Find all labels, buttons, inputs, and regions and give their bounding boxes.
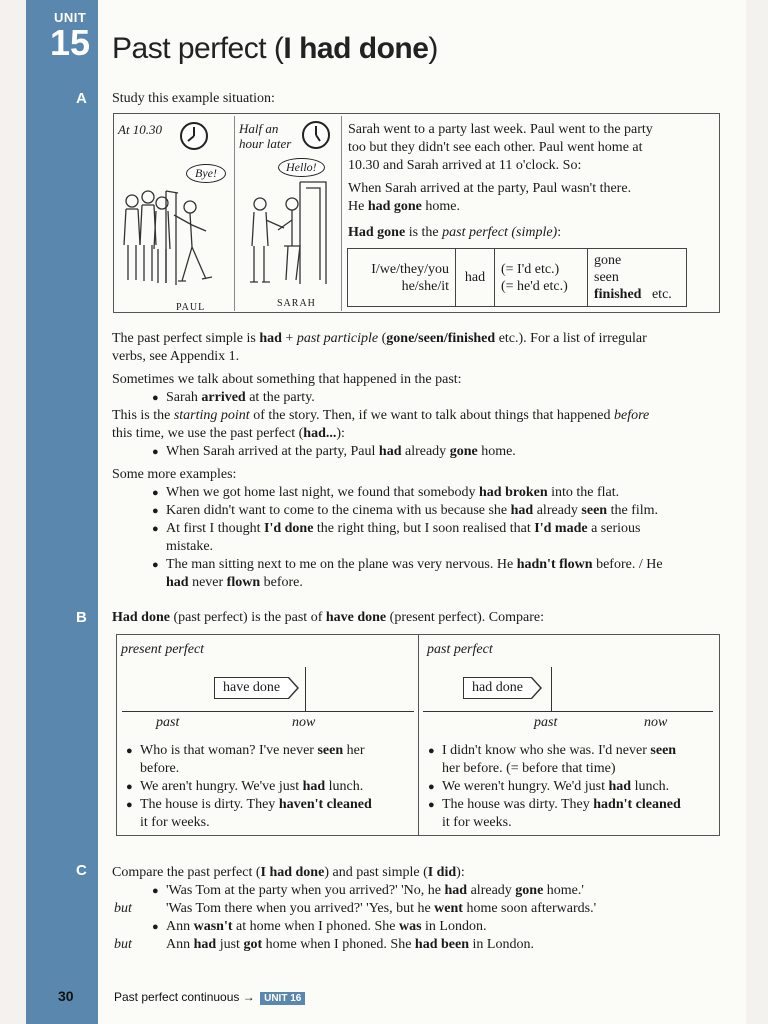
contraction-cell: (= I'd etc.) (= he'd etc.) (495, 249, 588, 307)
had-gone-definition: Had gone is the past perfect (simple): (348, 225, 562, 240)
unit-16-badge: UNIT 16 (260, 992, 305, 1005)
past-label-left: past (156, 715, 180, 730)
party-people-illustration (118, 185, 230, 297)
present-perfect-heading: present perfect (121, 642, 205, 657)
unit-sidebar (26, 0, 98, 1024)
have-done-arrow: have done (214, 677, 289, 699)
had-cell: had (456, 249, 495, 307)
past-perfect-table (347, 248, 687, 307)
story-line-2: too but they didn't see each other. Paul went home at (348, 140, 643, 155)
unit-label: UNIT (54, 10, 87, 25)
section-letter-b: B (76, 609, 87, 626)
clock-icon (178, 120, 210, 152)
subject-cell: I/we/they/you he/she/it (348, 249, 456, 307)
timeline-right (423, 711, 713, 712)
more-examples-heading: Some more examples: (112, 467, 237, 482)
now-marker-left (305, 667, 306, 711)
sarah-arrives-illustration (240, 180, 338, 295)
speech-bubble-hello: Hello! (278, 158, 325, 177)
sarah-label: SARAH (277, 298, 316, 309)
present-perfect-example-2: ● We aren't hungry. We've just had lunch. (140, 778, 363, 796)
now-label-right: now (644, 715, 668, 730)
present-perfect-example-3: ● The house is dirty. They haven't cleaned (140, 796, 372, 814)
story-he-had-gone: He had gone home. (348, 199, 461, 214)
example-paul-gone: ● When Sarah arrived at the party, Paul had already gone home. (166, 443, 516, 461)
example-plane: ● The man sitting next to me on the plane was very nervous. He hadn't flown before. / He (166, 556, 663, 574)
page-title: Past perfect (I had done) (112, 32, 438, 65)
past-perfect-example-1b: her before. (= before that time) (442, 761, 616, 776)
section-c-intro: Compare the past perfect (I had done) and past simple (I did): (112, 865, 465, 880)
paul-label: PAUL (176, 302, 206, 313)
past-marker-right (551, 667, 552, 711)
past-perfect-example-1: ● I didn't know who she was. I'd never seen (442, 742, 676, 760)
speech-bubble-bye: Bye! (186, 164, 226, 183)
example-right-thing-2: mistake. (166, 539, 214, 554)
participle-cell: gone seen finished etc. (588, 249, 687, 307)
participle-rule: The past perfect simple is had + past participle (gone/seen/finished etc.). For a list of irregular (112, 331, 647, 346)
but-label-1: but (114, 901, 132, 916)
compare-example-1: ● 'Was Tom at the party when you arrived?' 'No, he had already gone home.' (166, 882, 584, 900)
present-perfect-example-3b: it for weeks. (140, 815, 210, 830)
story-line-1: Sarah went to a party last week. Paul went to the party (348, 122, 653, 137)
example-sarah-arrived: ● Sarah arrived at the party. (166, 389, 315, 407)
picture-divider (234, 116, 235, 311)
section-letter-c: C (76, 862, 87, 879)
next-unit-link[interactable] (114, 990, 305, 1005)
story-line-3: 10.30 and Sarah arrived at 11 o'clock. So: (348, 158, 582, 173)
past-perfect-example-2: ● We weren't hungry. We'd just had lunch. (442, 778, 669, 796)
compare-example-2: 'Was Tom there when you arrived?' 'Yes, but he went home soon afterwards.' (166, 901, 597, 916)
timeline-left (122, 711, 414, 712)
section-a-intro: Study this example situation: (112, 91, 275, 106)
page-number: 30 (58, 988, 74, 1004)
past-perfect-example-3b: it for weeks. (442, 815, 512, 830)
sometimes-text: Sometimes we talk about something that happened in the past: (112, 372, 462, 387)
had-done-arrow: had done (463, 677, 532, 699)
section-letter-a: A (76, 90, 87, 107)
next-unit-link-label: Past perfect continuous → (114, 990, 255, 1004)
appendix-reference: verbs, see Appendix 1. (112, 349, 240, 364)
present-perfect-example-1b: before. (140, 761, 180, 776)
example-right-thing: ● At first I thought I'd done the right thing, but I soon realised that I'd made a serious (166, 520, 640, 538)
picture2-time: Half an hour later (239, 121, 292, 151)
clock-icon-2 (300, 119, 332, 151)
present-perfect-example-1: ● Who is that woman? I've never seen her (140, 742, 365, 760)
section-b-intro: Had done (past perfect) is the past of have done (present perfect). Compare: (112, 610, 544, 625)
now-label-left: now (292, 715, 316, 730)
starting-point-text-2: this time, we use the past perfect (had...): (112, 426, 345, 441)
but-label-2: but (114, 937, 132, 952)
past-perfect-example-3: ● The house was dirty. They hadn't cleaned (442, 796, 681, 814)
unit-number: 15 (50, 22, 91, 63)
example-karen: ● Karen didn't want to come to the cinema with us because she had already seen the film. (166, 502, 658, 520)
past-perfect-heading: past perfect (427, 642, 493, 657)
example-broken: ● When we got home last night, we found that somebody had broken into the flat. (166, 484, 619, 502)
picture-text-divider (341, 116, 342, 311)
starting-point-text: This is the starting point of the story. Then, if we want to talk about things that happened before (112, 408, 650, 423)
picture1-time: At 10.30 (118, 122, 163, 137)
compare-example-3: ● Ann wasn't at home when I phoned. She was in London. (166, 918, 486, 936)
story-when: When Sarah arrived at the party, Paul wasn't there. (348, 181, 632, 196)
compare-divider (418, 634, 419, 836)
past-label-right: past (534, 715, 558, 730)
example-plane-2: had never flown before. (166, 575, 303, 590)
compare-example-4: Ann had just got home when I phoned. She had been in London. (166, 937, 534, 952)
